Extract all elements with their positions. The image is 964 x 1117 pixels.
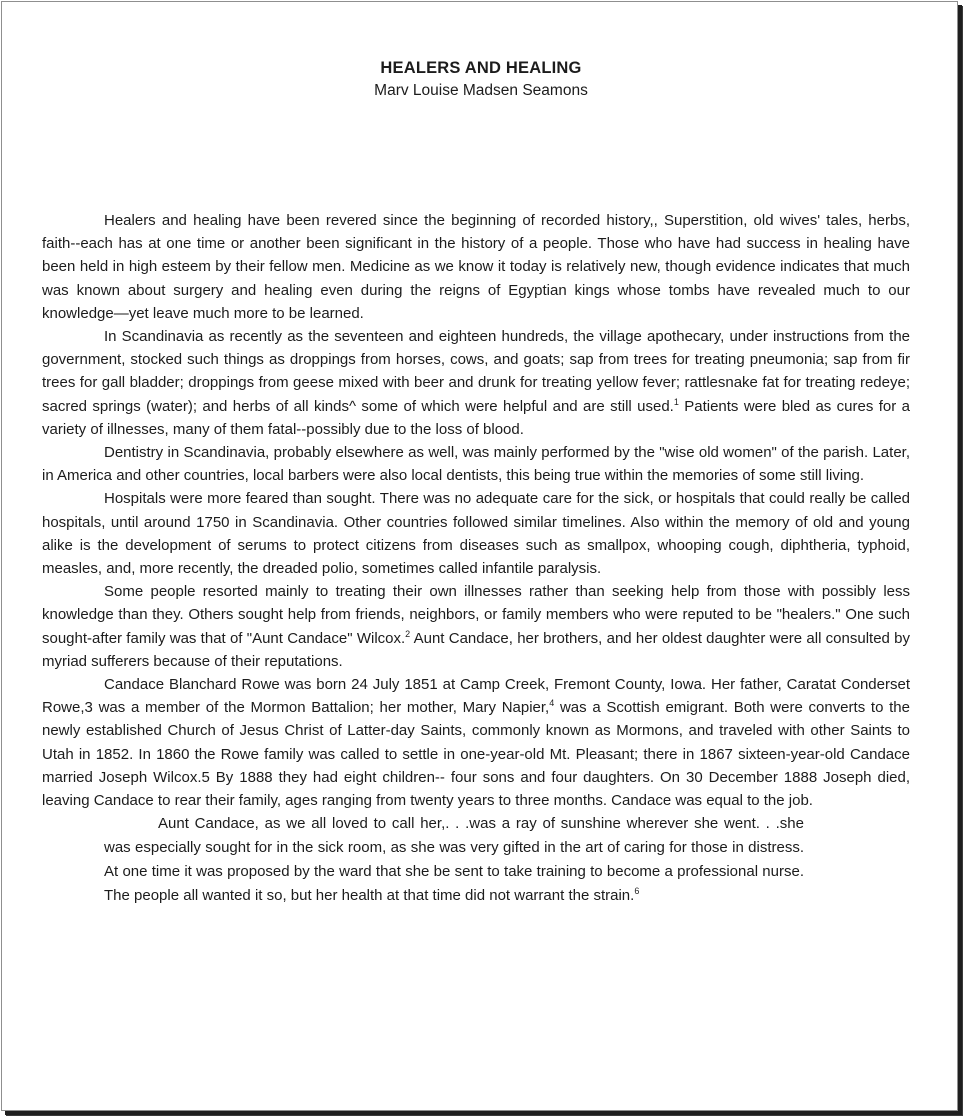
paragraph-text: In Scandinavia as recently as the seventeen and eighteen hundreds, the village apothecary, under instructions from the government, stocked such things as droppings from horses, cows, and goats; sap from trees for treating pneumonia; sap from fir trees for gall bladder; droppings from geese mixed with beer and drunk for treating yellow fever; rattlesnake fat for treating redeye; sacred springs (water); and herbs of all kinds^ some of which were helpful and are still used. (42, 328, 910, 415)
footnote-ref-6: 6 (634, 886, 640, 897)
document-author: Marv Louise Madsen Seamons (374, 82, 588, 99)
paragraph-text: Some people resorted mainly to treating their own illnesses rather than seeking help from those with possibly less knowledge than they. Others sought help from friends, neighbors, or family members who were reputed to be "healers." One such sought-after family was that of "Aunt Candace" Wilcox. (42, 583, 910, 647)
paragraph-scandinavia (42, 325, 910, 441)
paragraph-text: Candace Blanchard Rowe was born 24 July 1851 at Camp Creek, Fremont County, Iowa. Her father, Caratat Conderset Rowe,3 was a member of the Mormon Battalion; her mother, Mary Napier, (42, 676, 910, 717)
footnote-ref-1: 1 (673, 396, 679, 407)
paragraph-intro: Healers and healing have been revered since the beginning of recorded history,, Superstition, old wives' tales, herbs, faith--each has at one time or another been significant in the history of a people. Those who have had success in healing have been held in high esteem by their fellow men. Medicine as we know it today is relatively new, though evidence indicates that much was known about surgery and healing even during the reigns of Egyptian kings whose tombs have revealed much to our knowledge—yet leave much more to be learned. (42, 212, 910, 322)
document-page (42, 58, 910, 908)
paragraph-text: Patients were bled as cures for a variety of illnesses, many of them fatal--possibly due to the loss of blood. (42, 397, 910, 438)
page-frame (1, 1, 958, 1111)
quote-text: Aunt Candace, as we all loved to call her,. . .was a ray of sunshine wherever she went. . .she was especially sought for in the sick room, as she was very gifted in the art of caring for those in distress. At one time it was proposed by the ward that she be sent to take training to become a professional nurse. The people all wanted it so, but her health at that time did not warrant the strain. (104, 815, 804, 905)
paragraph-healers (42, 580, 910, 673)
block-quote (104, 812, 804, 908)
paragraph-dentistry: Dentistry in Scandinavia, probably elsewhere as well, was mainly performed by the "wise old women" of the parish. Later, in America and other countries, local barbers were also local dentists, this being true within the memories of some still living. (42, 444, 910, 485)
footnote-ref-4: 4 (549, 698, 555, 709)
paragraph-hospitals: Hospitals were more feared than sought. There was no adequate care for the sick, or hospitals that could really be called hospitals, until around 1750 in Scandinavia. Other countries followed similar timelines. Also within the memory of old and young alike is the development of serums to protect citizens from diseases such as smallpox, whooping cough, diphtheria, typhoid, measles, and, more recently, the dreaded polio, sometimes called infantile paralysis. (42, 490, 910, 578)
paragraph-text: Aunt Candace, her brothers, and her oldest daughter were all consulted by myriad sufferers because of their reputations. (42, 629, 910, 670)
document-title: HEALERS AND HEALING (380, 59, 582, 77)
blank-space (42, 102, 910, 209)
footnote-ref-2: 2 (405, 628, 411, 639)
paragraph-text: was a Scottish emigrant. Both were converts to the newly established Church of Jesus Christ of Latter-day Saints, commonly known as Mormons, and traveled with other Saints to Utah in 1852. In 1860 the Rowe family was called to settle in one-year-old Mt. Pleasant; there in 1867 sixteen-year-old Candace married Joseph Wilcox.5 By 1888 they had eight children-- four sons and four daughters. On 30 December 1888 Joseph died, leaving Candace to rear their family, ages ranging from twenty years to three months. Candace was equal to the job. (42, 699, 910, 810)
paragraph-candace (42, 673, 910, 812)
